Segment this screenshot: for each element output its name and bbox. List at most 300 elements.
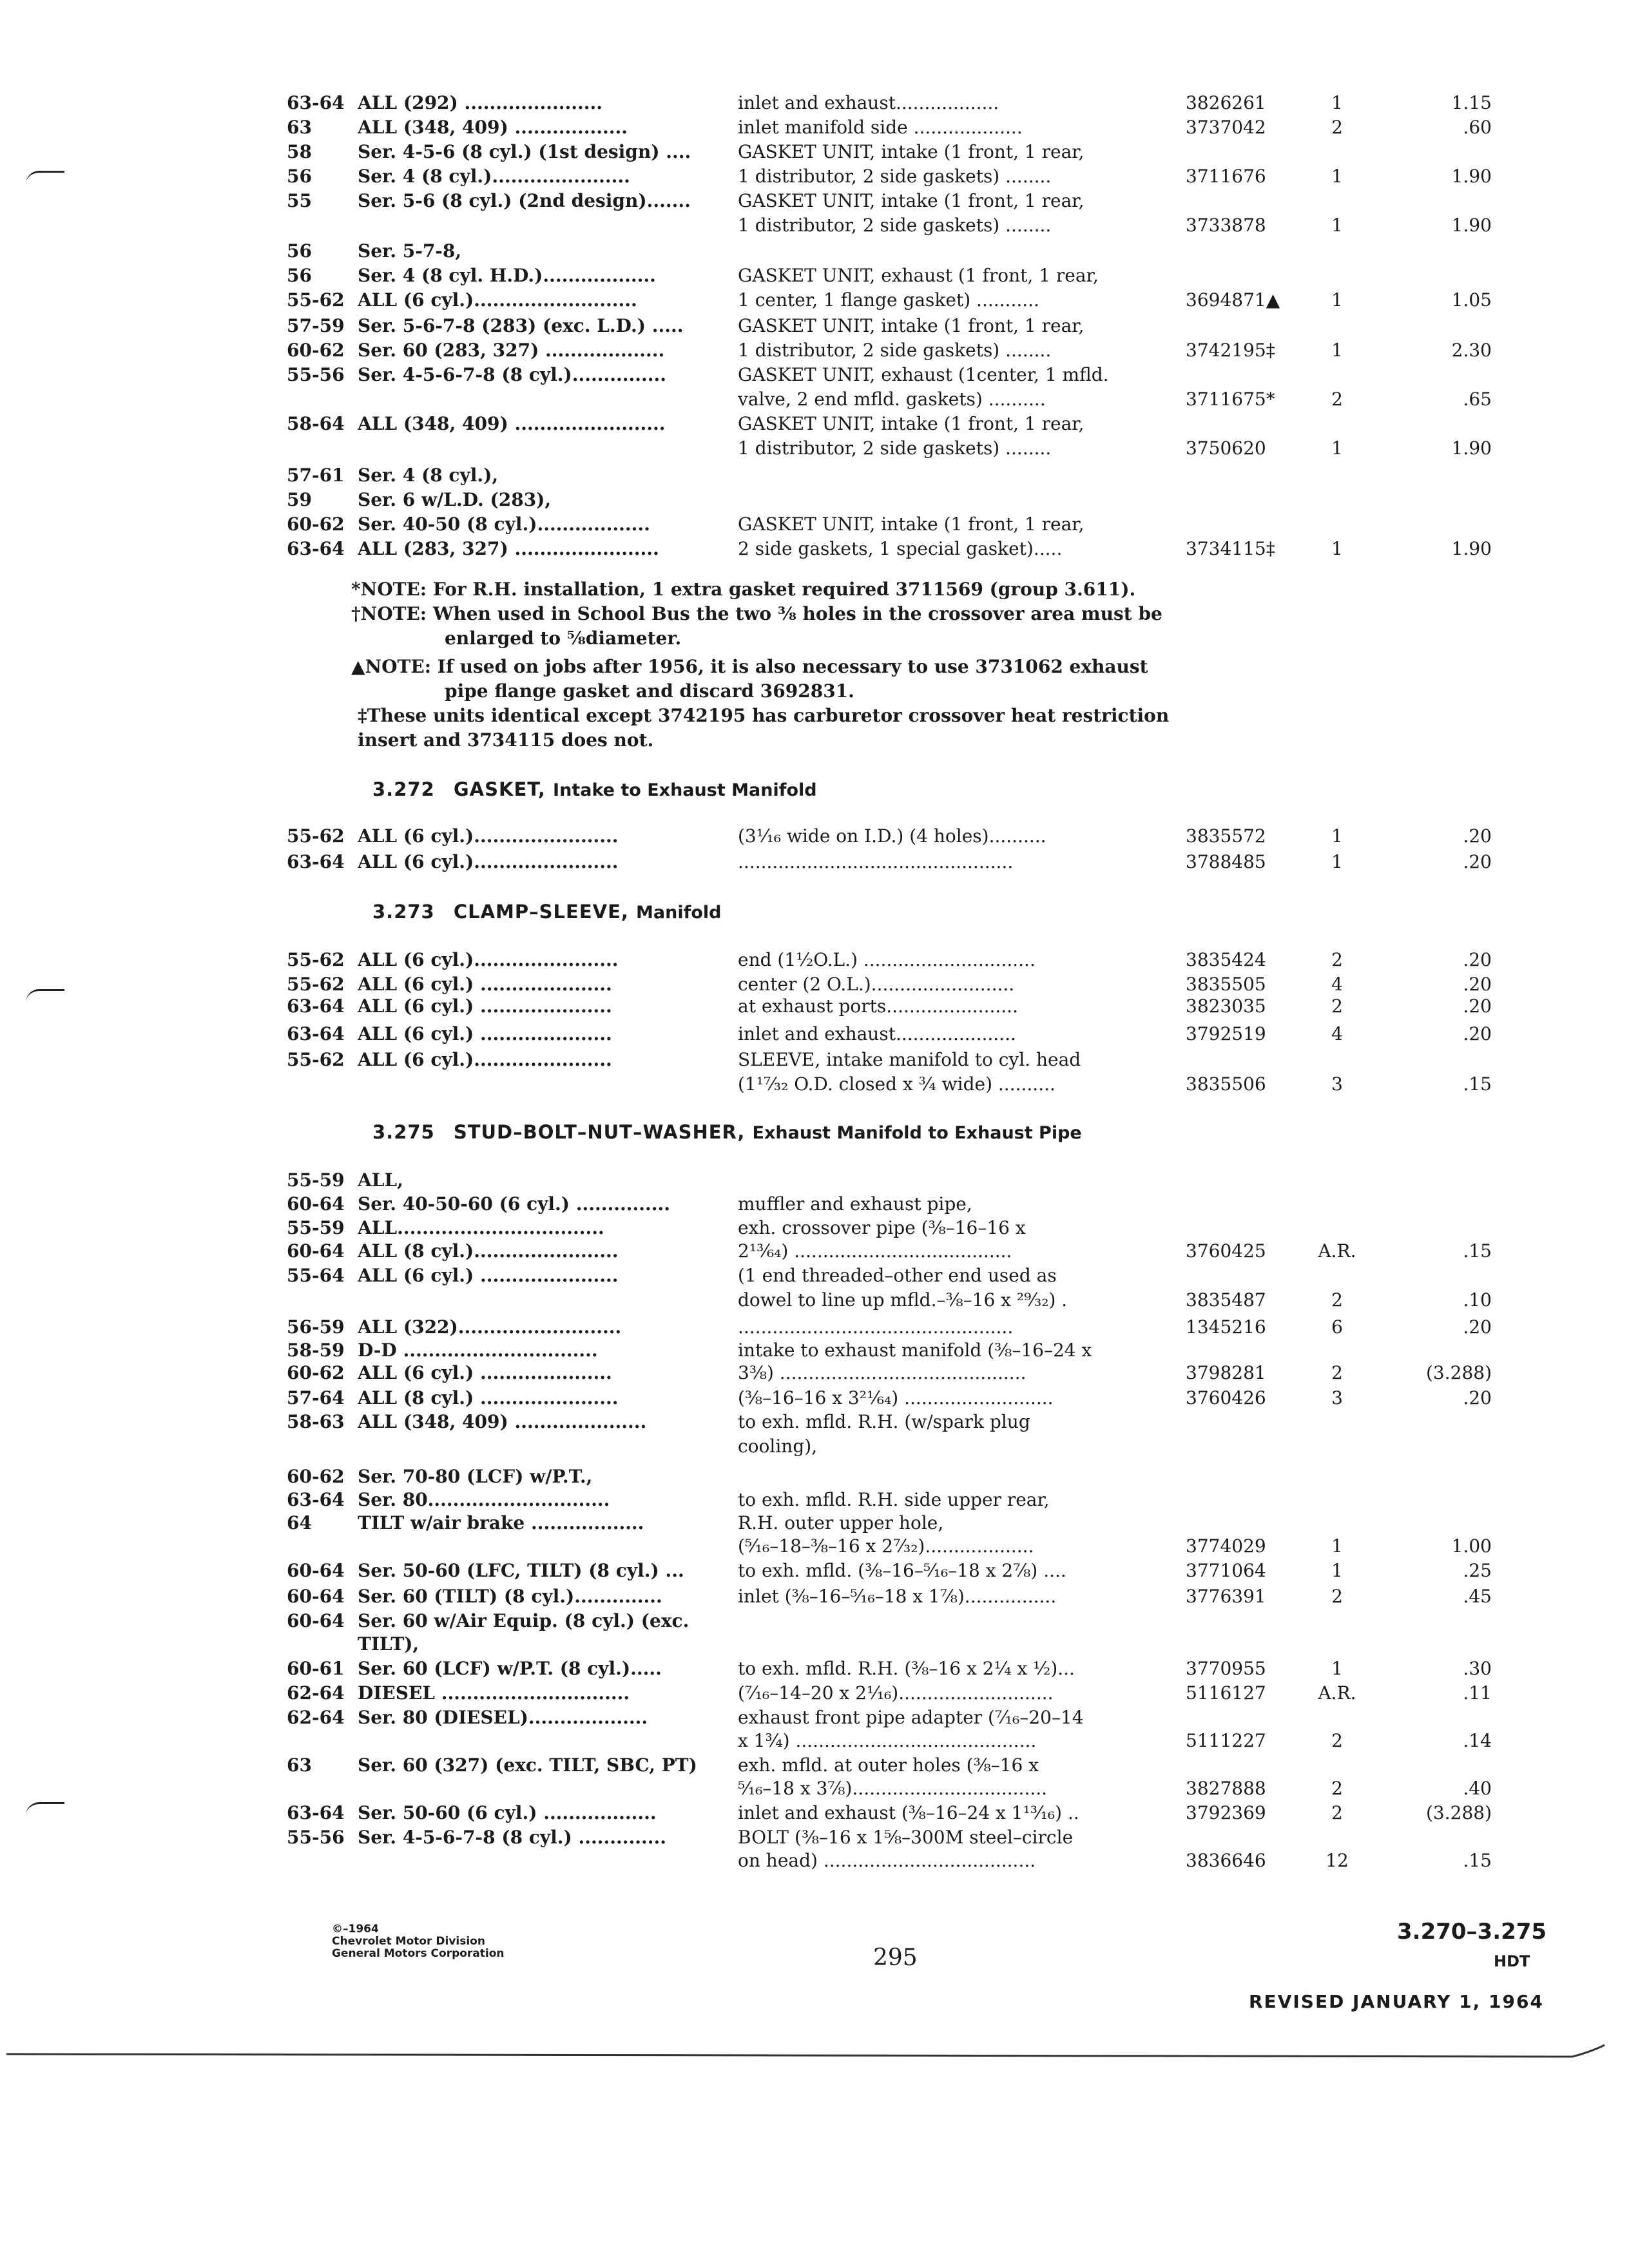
section-title: STUD–BOLT–NUT–WASHER, bbox=[453, 1121, 746, 1143]
parts-row bbox=[287, 411, 1511, 437]
parts-row bbox=[287, 1168, 1511, 1193]
parts-row bbox=[287, 1631, 1511, 1657]
part-number: 3734115‡ bbox=[1186, 538, 1275, 559]
price: (3.288) bbox=[1425, 1362, 1492, 1383]
copyright-year: ©–1964 bbox=[332, 1923, 379, 1936]
application: Ser. 5-6-7-8 (283) (exc. L.D.) ..... bbox=[358, 315, 684, 336]
price: .15 bbox=[1463, 1240, 1492, 1262]
application: ALL (6 cyl.) ..................... bbox=[358, 995, 612, 1017]
description: 1 distributor, 2 side gaskets) ........ bbox=[738, 215, 1052, 236]
parts-row bbox=[287, 849, 1511, 875]
part-number: 5116127 bbox=[1186, 1682, 1266, 1704]
description: intake to exhaust manifold (⅜–16–24 x bbox=[738, 1340, 1092, 1361]
description: GASKET UNIT, intake (1 front, 1 rear, bbox=[738, 315, 1084, 336]
parts-row bbox=[287, 338, 1511, 363]
quantity: 2 bbox=[1331, 949, 1343, 970]
description: (3¹⁄₁₆ wide on I.D.) (4 holes).......... bbox=[738, 825, 1046, 847]
price: 1.90 bbox=[1451, 215, 1492, 236]
quantity: 3 bbox=[1331, 1387, 1343, 1408]
description: inlet and exhaust.................. bbox=[738, 92, 999, 113]
note-line: enlarged to ⅝diameter. bbox=[445, 628, 682, 649]
parts-row bbox=[287, 1360, 1511, 1386]
parts-row bbox=[287, 387, 1511, 412]
model-years: 58-59 bbox=[287, 1340, 345, 1361]
model-years: 55-56 bbox=[287, 1827, 345, 1848]
application: ALL (6 cyl.) ..................... bbox=[358, 974, 612, 995]
quantity: 6 bbox=[1331, 1316, 1343, 1338]
section-heading-3-275 bbox=[372, 1119, 1082, 1146]
description: 3⅜) ........................................... bbox=[738, 1362, 1027, 1383]
part-number: 3826261 bbox=[1186, 92, 1266, 113]
parts-row bbox=[287, 1487, 1511, 1513]
model-years: 60-64 bbox=[287, 1240, 345, 1262]
parts-row bbox=[287, 362, 1511, 388]
application: ALL (6 cyl.) ..................... bbox=[358, 1023, 612, 1044]
price: 1.90 bbox=[1451, 166, 1492, 187]
section-heading-3-272 bbox=[372, 776, 817, 803]
model-years: 55 bbox=[287, 190, 312, 211]
application: Ser. 70-80 (LCF) w/P.T., bbox=[358, 1466, 593, 1487]
section-title: CLAMP–SLEEVE, bbox=[453, 901, 629, 923]
revised-date: REVISED JANUARY 1, 1964 bbox=[1249, 1991, 1544, 2012]
application: ALL................................. bbox=[358, 1217, 604, 1238]
parts-row bbox=[287, 313, 1511, 339]
application: Ser. 80 (DIESEL)................... bbox=[358, 1707, 648, 1728]
part-number: 3798281 bbox=[1186, 1362, 1266, 1383]
description: GASKET UNIT, exhaust (1 front, 1 rear, bbox=[738, 265, 1099, 286]
application: ALL (348, 409) ........................ bbox=[358, 413, 666, 434]
quantity: 1 bbox=[1331, 825, 1343, 847]
parts-row bbox=[287, 1533, 1511, 1559]
parts-row bbox=[287, 287, 1511, 313]
price: .65 bbox=[1463, 389, 1492, 410]
binder-hole-mark bbox=[26, 171, 64, 184]
model-years: 55-64 bbox=[287, 1265, 345, 1286]
parts-row bbox=[287, 1047, 1511, 1073]
model-years: 55-62 bbox=[287, 949, 345, 970]
price: .20 bbox=[1463, 825, 1492, 847]
quantity: 1 bbox=[1331, 289, 1343, 311]
model-years: 55-62 bbox=[287, 825, 345, 847]
application: Ser. 4-5-6 (8 cyl.) (1st design) .... bbox=[358, 141, 691, 162]
price: 2.30 bbox=[1451, 340, 1492, 361]
part-number: 3776391 bbox=[1186, 1586, 1266, 1607]
application: Ser. 60 (283, 327) ................... bbox=[358, 340, 665, 361]
description: GASKET UNIT, intake (1 front, 1 rear, bbox=[738, 413, 1084, 434]
model-years: 58 bbox=[287, 141, 312, 162]
part-number: 3750620 bbox=[1186, 437, 1266, 459]
parts-row bbox=[287, 188, 1511, 214]
part-number: 3711676 bbox=[1186, 166, 1266, 187]
description: (⁷⁄₁₆–14–20 x 2¹⁄₁₆)........................... bbox=[738, 1682, 1054, 1704]
description: center (2 O.L.)......................... bbox=[738, 974, 1015, 995]
quantity: 1 bbox=[1331, 1535, 1343, 1557]
quantity: 1 bbox=[1331, 215, 1343, 236]
application: ALL, bbox=[358, 1169, 403, 1191]
section-heading-3-273 bbox=[372, 899, 721, 926]
parts-row bbox=[287, 823, 1511, 849]
description: exhaust front pipe adapter (⁷⁄₁₆–20–14 bbox=[738, 1707, 1084, 1728]
part-number: 3742195‡ bbox=[1186, 340, 1275, 361]
price: .30 bbox=[1463, 1658, 1492, 1679]
description: exh. crossover pipe (⅜–16–16 x bbox=[738, 1217, 1026, 1238]
parts-row bbox=[287, 1705, 1511, 1731]
parts-row bbox=[287, 139, 1511, 165]
model-years: 55-62 bbox=[287, 1049, 345, 1070]
parts-row bbox=[287, 1191, 1511, 1217]
quantity: 2 bbox=[1331, 1730, 1343, 1751]
model-years: 63-64 bbox=[287, 538, 345, 559]
description: ⁵⁄₁₆–18 x 3⅞).................................. bbox=[738, 1778, 1048, 1799]
description: inlet manifold side ................... bbox=[738, 117, 1023, 138]
description: exh. mfld. at outer holes (⅜–16 x bbox=[738, 1754, 1039, 1776]
application: ALL (283, 327) ....................... bbox=[358, 538, 659, 559]
parts-row bbox=[287, 1680, 1511, 1706]
model-years: 55-62 bbox=[287, 289, 345, 311]
binder-hole-mark bbox=[26, 1802, 64, 1816]
section-number: 3.272 bbox=[372, 778, 435, 800]
model-years: 60-62 bbox=[287, 1466, 345, 1487]
quantity: 1 bbox=[1331, 1658, 1343, 1679]
application: D-D ............................... bbox=[358, 1340, 598, 1361]
price: 1.90 bbox=[1451, 538, 1492, 559]
model-years: 58-64 bbox=[287, 413, 345, 434]
parts-row bbox=[287, 1728, 1511, 1754]
model-years: 63-64 bbox=[287, 995, 345, 1017]
model-years: 60-64 bbox=[287, 1610, 345, 1631]
quantity: 2 bbox=[1331, 1362, 1343, 1383]
description: inlet (⅜–16–⁵⁄₁₆–18 x 1⅞)................ bbox=[738, 1586, 1057, 1607]
parts-row bbox=[287, 1238, 1511, 1264]
description: 1 distributor, 2 side gaskets) ........ bbox=[738, 437, 1052, 459]
description: R.H. outer upper hole, bbox=[738, 1512, 944, 1533]
price: .20 bbox=[1463, 995, 1492, 1017]
quantity: 2 bbox=[1331, 117, 1343, 138]
part-number: 3694871▲ bbox=[1186, 289, 1280, 311]
price: .20 bbox=[1463, 1316, 1492, 1338]
note-line: †NOTE: When used in School Bus the two ⅜ holes in the crossover area must be bbox=[351, 603, 1162, 624]
part-number: 3835487 bbox=[1186, 1289, 1266, 1311]
quantity: 2 bbox=[1331, 1778, 1343, 1799]
part-number: 3733878 bbox=[1186, 215, 1266, 236]
price: .25 bbox=[1463, 1560, 1492, 1581]
application: Ser. 80............................. bbox=[358, 1489, 610, 1510]
application: ALL (348, 409) ..................... bbox=[358, 1411, 647, 1432]
description: 1 center, 1 flange gasket) ........... bbox=[738, 289, 1039, 311]
note-line: ‡These units identical except 3742195 has carburetor crossover heat restriction bbox=[358, 705, 1170, 726]
price: .60 bbox=[1463, 117, 1492, 138]
application: Ser. 50-60 (6 cyl.) .................. bbox=[358, 1802, 657, 1823]
quantity: 4 bbox=[1331, 974, 1343, 995]
description: SLEEVE, intake manifold to cyl. head bbox=[738, 1049, 1081, 1070]
model-years: 58-63 bbox=[287, 1411, 345, 1432]
application: Ser. 4 (8 cyl.), bbox=[358, 465, 499, 486]
description: at exhaust ports....................... bbox=[738, 995, 1018, 1017]
copyright-corporation: General Motors Corporation bbox=[332, 1947, 505, 1960]
quantity: 3 bbox=[1331, 1073, 1343, 1095]
parts-row bbox=[287, 947, 1511, 973]
application: Ser. 40-50 (8 cyl.).................. bbox=[358, 514, 650, 535]
price: 1.15 bbox=[1451, 92, 1492, 113]
description: (⅜–16–16 x 3²¹⁄₆₄) .......................... bbox=[738, 1387, 1054, 1408]
part-number: 3835505 bbox=[1186, 974, 1266, 995]
price: .20 bbox=[1463, 851, 1492, 872]
page-number: 295 bbox=[873, 1945, 918, 1971]
part-number: 3792519 bbox=[1186, 1023, 1266, 1044]
model-years: 60-64 bbox=[287, 1560, 345, 1581]
part-number: 3771064 bbox=[1186, 1560, 1266, 1581]
description: 2 side gaskets, 1 special gasket)..... bbox=[738, 538, 1063, 559]
part-number: 1345216 bbox=[1186, 1316, 1266, 1338]
part-number: 3788485 bbox=[1186, 851, 1266, 872]
quantity: 1 bbox=[1331, 1560, 1343, 1581]
application: Ser. 50-60 (LFC, TILT) (8 cyl.) ... bbox=[358, 1560, 684, 1581]
model-years: 63 bbox=[287, 1754, 312, 1776]
application: Ser. 5-6 (8 cyl.) (2nd design)....... bbox=[358, 190, 691, 211]
section-subtitle: Intake to Exhaust Manifold bbox=[553, 780, 817, 800]
application: ALL (6 cyl.) ..................... bbox=[358, 1362, 612, 1383]
part-number: 3760425 bbox=[1186, 1240, 1266, 1262]
parts-row bbox=[287, 1409, 1511, 1435]
application: Ser. 40-50-60 (6 cyl.) ............... bbox=[358, 1193, 670, 1215]
note-line: insert and 3734115 does not. bbox=[358, 729, 654, 751]
parts-row bbox=[287, 994, 1511, 1019]
part-number: 3792369 bbox=[1186, 1802, 1266, 1823]
model-years: 63-64 bbox=[287, 92, 345, 113]
application: ALL (8 cyl.)....................... bbox=[358, 1240, 619, 1262]
price: 1.05 bbox=[1451, 289, 1492, 311]
price: (3.288) bbox=[1425, 1802, 1492, 1823]
description: valve, 2 end mfld. gaskets) .......... bbox=[738, 389, 1046, 410]
section-title: GASKET, bbox=[453, 778, 546, 800]
model-years: 60-64 bbox=[287, 1586, 345, 1607]
model-years: 60-62 bbox=[287, 1362, 345, 1383]
model-years: 60-64 bbox=[287, 1193, 345, 1215]
price: .20 bbox=[1463, 1387, 1492, 1408]
parts-row bbox=[287, 463, 1511, 488]
application: ALL (6 cyl.)...................... bbox=[358, 1049, 612, 1070]
price: .40 bbox=[1463, 1778, 1492, 1799]
parts-row bbox=[287, 536, 1511, 562]
part-number: 5111227 bbox=[1186, 1730, 1266, 1751]
quantity: 1 bbox=[1331, 92, 1343, 113]
description: on head) ..................................... bbox=[738, 1850, 1036, 1871]
description: GASKET UNIT, intake (1 front, 1 rear, bbox=[738, 514, 1084, 535]
quantity: 1 bbox=[1331, 538, 1343, 559]
parts-row bbox=[287, 1510, 1511, 1536]
quantity: 4 bbox=[1331, 1023, 1343, 1044]
parts-row bbox=[287, 1314, 1511, 1340]
model-years: 63-64 bbox=[287, 1489, 345, 1510]
price: 1.90 bbox=[1451, 437, 1492, 459]
application: Ser. 60 (LCF) w/P.T. (8 cyl.)..... bbox=[358, 1658, 662, 1679]
application: Ser. 4-5-6-7-8 (8 cyl.)............... bbox=[358, 364, 667, 385]
application: ALL (322).......................... bbox=[358, 1316, 622, 1338]
parts-row bbox=[287, 512, 1511, 537]
model-years: 60-62 bbox=[287, 514, 345, 535]
description: end (1½O.L.) .............................. bbox=[738, 949, 1036, 970]
model-years: 64 bbox=[287, 1512, 312, 1533]
part-number: 3827888 bbox=[1186, 1778, 1266, 1799]
parts-row bbox=[287, 1215, 1511, 1241]
price: .45 bbox=[1463, 1586, 1492, 1607]
description: inlet and exhaust (⅜–16–24 x 1¹³⁄₁₆) .. bbox=[738, 1802, 1079, 1823]
parts-row bbox=[287, 1800, 1511, 1826]
part-number: 3770955 bbox=[1186, 1658, 1266, 1679]
quantity: 2 bbox=[1331, 1802, 1343, 1823]
part-number: 3760426 bbox=[1186, 1387, 1266, 1408]
group-sub: HDT bbox=[1494, 1952, 1530, 1970]
description: 2¹³⁄₆₄) ...................................... bbox=[738, 1240, 1012, 1262]
parts-row bbox=[287, 1338, 1511, 1363]
model-years: 62-64 bbox=[287, 1682, 345, 1704]
part-number: 3774029 bbox=[1186, 1535, 1266, 1557]
part-number: 3835424 bbox=[1186, 949, 1266, 970]
parts-row bbox=[287, 487, 1511, 513]
parts-row bbox=[287, 1385, 1511, 1411]
description: GASKET UNIT, intake (1 front, 1 rear, bbox=[738, 190, 1084, 211]
parts-row bbox=[287, 1776, 1511, 1802]
quantity: 1 bbox=[1331, 166, 1343, 187]
price: .20 bbox=[1463, 949, 1492, 970]
model-years: 55-56 bbox=[287, 364, 345, 385]
model-years: 60-62 bbox=[287, 340, 345, 361]
part-number: 3836646 bbox=[1186, 1850, 1266, 1871]
application: Ser. 60 (TILT) (8 cyl.).............. bbox=[358, 1586, 662, 1607]
application: TILT w/air brake .................. bbox=[358, 1512, 644, 1533]
price: .20 bbox=[1463, 1023, 1492, 1044]
part-number: 3835506 bbox=[1186, 1073, 1266, 1095]
application: Ser. 4 (8 cyl.)...................... bbox=[358, 166, 630, 187]
price: .11 bbox=[1463, 1682, 1492, 1704]
binder-hole-mark bbox=[26, 989, 64, 1003]
section-subtitle: Manifold bbox=[636, 903, 722, 923]
description: (⁵⁄₁₆–18–⅜–16 x 2⁷⁄₃₂)................... bbox=[738, 1535, 1034, 1557]
quantity: 1 bbox=[1331, 437, 1343, 459]
application: ALL (6 cyl.)....................... bbox=[358, 949, 619, 970]
parts-row bbox=[287, 1263, 1511, 1289]
quantity: A.R. bbox=[1318, 1682, 1356, 1704]
model-years: 63-64 bbox=[287, 1802, 345, 1823]
quantity: 2 bbox=[1331, 995, 1343, 1017]
description: BOLT (⅜–16 x 1⅝–300M steel–circle bbox=[738, 1827, 1074, 1848]
part-number: 3823035 bbox=[1186, 995, 1266, 1017]
description: dowel to line up mfld.–⅜–16 x ²⁹⁄₃₂) . bbox=[738, 1289, 1068, 1311]
description: cooling), bbox=[738, 1436, 818, 1457]
application: ALL (348, 409) .................. bbox=[358, 117, 628, 138]
model-years: 59 bbox=[287, 489, 312, 510]
price: .15 bbox=[1463, 1073, 1492, 1095]
model-years: 55-62 bbox=[287, 974, 345, 995]
note-line: pipe flange gasket and discard 3692831. bbox=[445, 680, 854, 702]
model-years: 57-59 bbox=[287, 315, 345, 336]
parts-row bbox=[287, 436, 1511, 461]
parts-row bbox=[287, 263, 1511, 289]
description: GASKET UNIT, exhaust (1center, 1 mfld. bbox=[738, 364, 1109, 385]
model-years: 63-64 bbox=[287, 851, 345, 872]
model-years: 56-59 bbox=[287, 1316, 345, 1338]
description: x 1¾) .......................................... bbox=[738, 1730, 1037, 1751]
description: to exh. mfld. R.H. (w/spark plug bbox=[738, 1411, 1030, 1432]
quantity: 1 bbox=[1331, 340, 1343, 361]
application: DIESEL .............................. bbox=[358, 1682, 630, 1704]
description: muffler and exhaust pipe, bbox=[738, 1193, 972, 1215]
parts-row bbox=[287, 1072, 1511, 1097]
model-years: 55-59 bbox=[287, 1217, 345, 1238]
price: .20 bbox=[1463, 974, 1492, 995]
application: ALL (292) ...................... bbox=[358, 92, 602, 113]
description: to exh. mfld. (⅜–16–⁵⁄₁₆–18 x 2⅞) .... bbox=[738, 1560, 1066, 1581]
model-years: 60-61 bbox=[287, 1658, 345, 1679]
application: Ser. 60 w/Air Equip. (8 cyl.) (exc. bbox=[358, 1610, 689, 1631]
note-line: ▲NOTE: If used on jobs after 1956, it is also necessary to use 3731062 exhaust bbox=[351, 656, 1148, 677]
model-years: 63 bbox=[287, 117, 312, 138]
price: .10 bbox=[1463, 1289, 1492, 1311]
part-number: 3737042 bbox=[1186, 117, 1266, 138]
parts-row bbox=[287, 115, 1511, 140]
application: ALL (6 cyl.)....................... bbox=[358, 851, 619, 872]
application: Ser. 4-5-6-7-8 (8 cyl.) .............. bbox=[358, 1827, 667, 1848]
price: 1.00 bbox=[1451, 1535, 1492, 1557]
description: to exh. mfld. R.H. side upper rear, bbox=[738, 1489, 1050, 1510]
description: ................................................ bbox=[738, 851, 1014, 872]
description: (1 end threaded–other end used as bbox=[738, 1265, 1057, 1286]
description: ................................................ bbox=[738, 1316, 1014, 1338]
parts-row bbox=[287, 1848, 1511, 1874]
page-bottom-edge-line bbox=[0, 2042, 1629, 2068]
parts-row bbox=[287, 1825, 1511, 1850]
application: ALL (6 cyl.).......................... bbox=[358, 289, 637, 311]
quantity: A.R. bbox=[1318, 1240, 1356, 1262]
description: GASKET UNIT, intake (1 front, 1 rear, bbox=[738, 141, 1084, 162]
application: TILT), bbox=[358, 1633, 419, 1655]
parts-row bbox=[287, 238, 1511, 264]
description: 1 distributor, 2 side gaskets) ........ bbox=[738, 340, 1052, 361]
parts-row bbox=[287, 1021, 1511, 1047]
model-years: 57-64 bbox=[287, 1387, 345, 1408]
parts-row bbox=[287, 1753, 1511, 1778]
model-years: 56 bbox=[287, 265, 312, 286]
quantity: 2 bbox=[1331, 389, 1343, 410]
section-subtitle: Exhaust Manifold to Exhaust Pipe bbox=[752, 1123, 1082, 1143]
parts-row bbox=[287, 1656, 1511, 1682]
quantity: 12 bbox=[1325, 1850, 1349, 1871]
section-number: 3.275 bbox=[372, 1121, 435, 1143]
parts-row bbox=[287, 1464, 1511, 1490]
model-years: 55-59 bbox=[287, 1169, 345, 1191]
section-number: 3.273 bbox=[372, 901, 435, 923]
application: Ser. 5-7-8, bbox=[358, 240, 462, 262]
parts-row bbox=[287, 1287, 1511, 1313]
parts-row bbox=[287, 213, 1511, 238]
description: 1 distributor, 2 side gaskets) ........ bbox=[738, 166, 1052, 187]
description: to exh. mfld. R.H. (⅜–16 x 2¼ x ½)... bbox=[738, 1658, 1075, 1679]
parts-row bbox=[287, 1558, 1511, 1584]
part-number: 3835572 bbox=[1186, 825, 1266, 847]
model-years: 57-61 bbox=[287, 465, 345, 486]
description: inlet and exhaust..................... bbox=[738, 1023, 1016, 1044]
note-line: *NOTE: For R.H. installation, 1 extra gasket required 3711569 (group 3.611). bbox=[351, 579, 1136, 600]
model-years: 56 bbox=[287, 166, 312, 187]
parts-row bbox=[287, 90, 1511, 116]
group-range: 3.270–3.275 bbox=[1397, 1919, 1547, 1945]
quantity: 1 bbox=[1331, 851, 1343, 872]
copyright-block bbox=[332, 1923, 505, 1960]
parts-row bbox=[287, 1584, 1511, 1610]
description: (1¹⁷⁄₃₂ O.D. closed x ¾ wide) .......... bbox=[738, 1073, 1055, 1095]
price: .14 bbox=[1463, 1730, 1492, 1751]
parts-row bbox=[287, 1608, 1511, 1634]
